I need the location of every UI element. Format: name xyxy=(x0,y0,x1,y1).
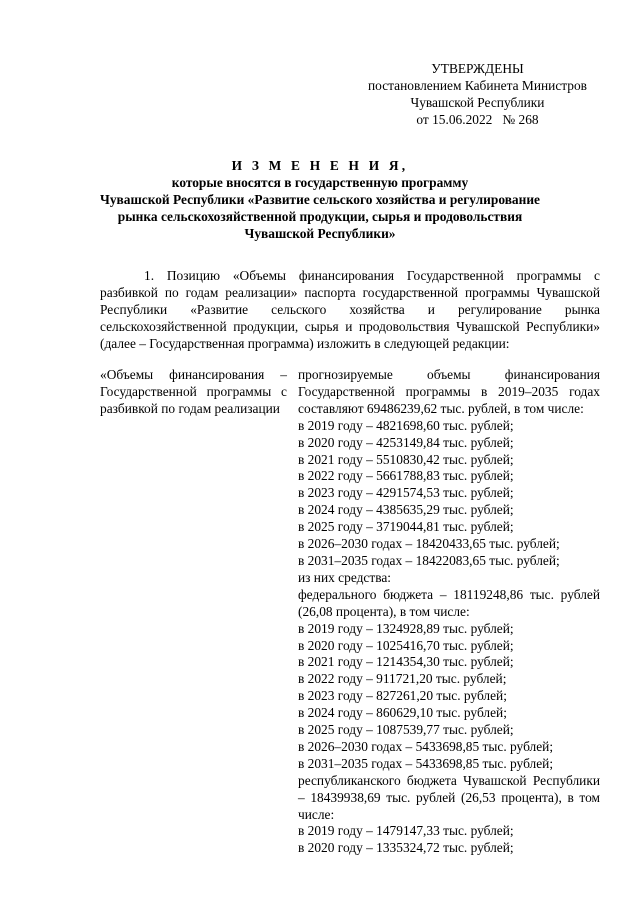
federal-line: в 2021 году – 1214354,30 тыс. рублей; xyxy=(298,654,514,670)
approval-stamp xyxy=(350,61,605,129)
republic-line: в 2019 году – 1479147,33 тыс. рублей; xyxy=(298,823,514,839)
total-line: в 2019 году – 4821698,60 тыс. рублей; xyxy=(298,417,514,433)
total-line: в 2022 году – 5661788,83 тыс. рублей; xyxy=(298,468,514,484)
federal-line: в 2031–2035 годах – 5433698,85 тыс. рублей; xyxy=(298,755,554,771)
title-line: рынка сельскохозяйственной продукции, сырья и продовольствия xyxy=(117,208,523,224)
federal-intro: федерального бюджета – 18119248,86 тыс. рублей (26,08 процента), в том числе: xyxy=(298,586,600,619)
republic-intro: республиканского бюджета Чувашской Республики – 18439938,69 тыс. рублей (26,53 процента), в том числе: xyxy=(298,772,600,822)
title-heading: И З М Е Н Е Н И Я, xyxy=(231,158,409,173)
total-line: в 2021 году – 5510830,42 тыс. рублей; xyxy=(298,451,514,467)
title-line: которые вносятся в государственную программу xyxy=(171,174,469,190)
position-label: «Объемы финансирования – Государственной программы с разбивкой по годам реализации xyxy=(100,367,287,416)
federal-line: в 2023 году – 827261,20 тыс. рублей; xyxy=(298,688,507,704)
intro-paragraph: 1. Позицию «Объемы финансирования Государственной программы с разбивкой по годам реализации» паспорта государственной программы Чувашской Республики «Развитие сельского хозяйства и регулирование рынка сельскохозяйственной продукции, сырья и продовольствия Чувашской Республики» (далее – Государственная программа) изложить в следующей редакции: xyxy=(100,268,600,351)
total-line: в 2031–2035 годах – 18422083,65 тыс. рублей; xyxy=(298,552,560,568)
republic-line: в 2020 году – 1335324,72 тыс. рублей; xyxy=(298,840,514,856)
total-line: в 2026–2030 годах – 18420433,65 тыс. рублей; xyxy=(298,536,560,552)
financing-intro: прогнозируемые объемы финансирования Государственной программы в 2019–2035 годах составляют 69486239,62 тыс. рублей, в том числе: xyxy=(298,367,600,416)
total-line: в 2020 году – 4253149,84 тыс. рублей; xyxy=(298,434,514,450)
total-line: в 2023 году – 4291574,53 тыс. рублей; xyxy=(298,485,514,501)
federal-line: в 2020 году – 1025416,70 тыс. рублей; xyxy=(298,637,514,653)
approval-line: постановлением Кабинета Министров xyxy=(368,77,587,93)
position-label-column xyxy=(100,367,287,418)
sources-label: из них средства: xyxy=(298,569,392,585)
federal-line: в 2025 году – 1087539,77 тыс. рублей; xyxy=(298,722,514,738)
federal-line: в 2024 году – 860629,10 тыс. рублей; xyxy=(298,705,507,721)
document-title xyxy=(60,158,580,243)
federal-line: в 2022 году – 911721,20 тыс. рублей; xyxy=(298,671,507,687)
federal-line: в 2019 году – 1324928,89 тыс. рублей; xyxy=(298,620,514,636)
total-line: в 2024 году – 4385635,29 тыс. рублей; xyxy=(298,502,514,518)
total-line: в 2025 году – 3719044,81 тыс. рублей; xyxy=(298,519,514,535)
title-line: Чувашской Республики «Развитие сельского хозяйства и регулирование xyxy=(100,191,540,207)
federal-line: в 2026–2030 годах – 5433698,85 тыс. рублей; xyxy=(298,738,554,754)
financing-column xyxy=(298,367,600,857)
approval-date-number: от 15.06.2022 № 268 xyxy=(416,111,539,127)
intro-section xyxy=(100,268,600,353)
approval-title: УТВЕРЖДЕНЫ xyxy=(431,61,524,76)
approval-line: Чувашской Республики xyxy=(410,94,545,110)
title-line: Чувашской Республики» xyxy=(244,225,396,241)
